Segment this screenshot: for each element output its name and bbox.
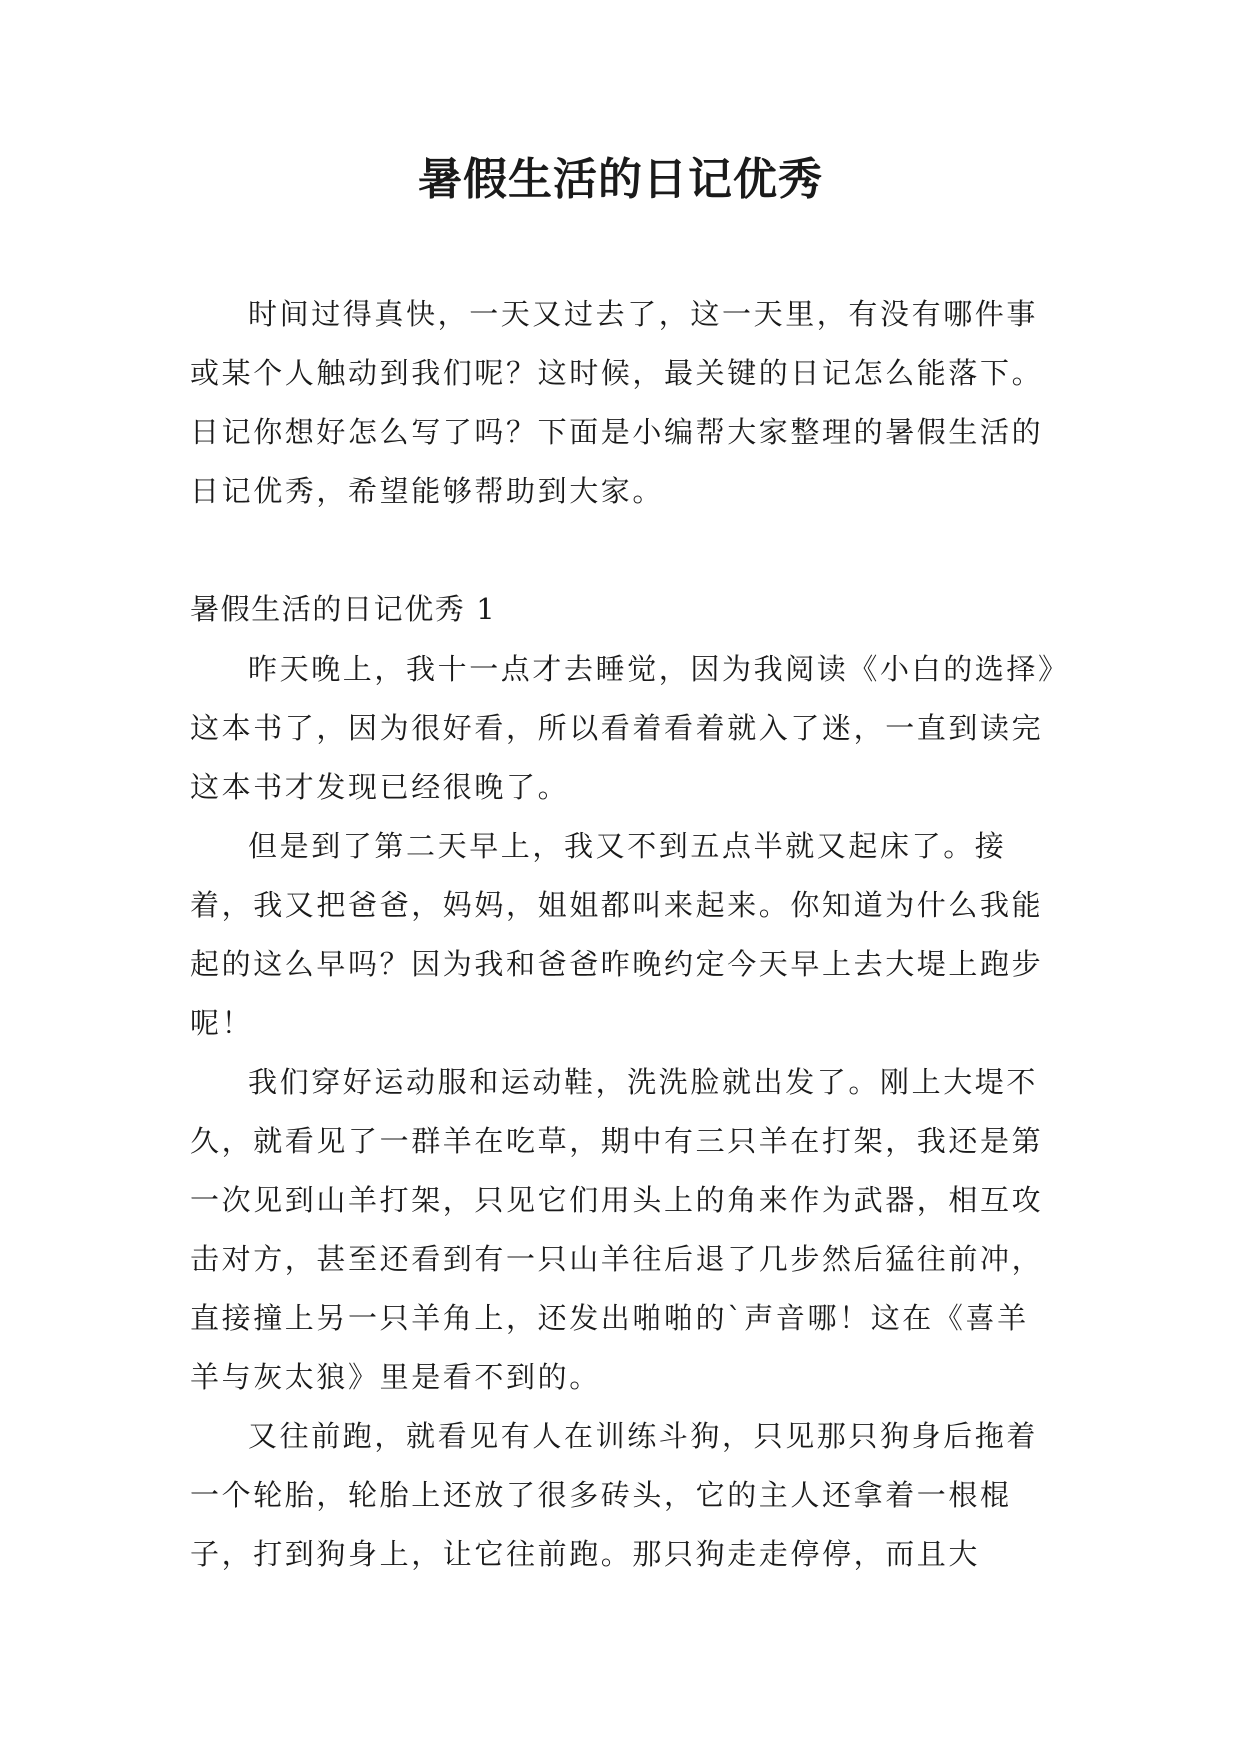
diary-paragraph: 昨天晚上，我十一点才去睡觉，因为我阅读《小白的选择》这本书了，因为很好看，所以看着看着就入了迷，一直到读完这本书才发现已经很晚了。 [190,652,1056,804]
diary-body [190,640,1060,1584]
document-title: 暑假生活的日记优秀 [418,154,823,205]
diary-paragraph: 又往前跑，就看见有人在训练斗狗，只见那只狗身后拖着一个轮胎，轮胎上还放了很多砖头，它的主人还拿着一根棍子，打到狗身上，让它往前跑。那只狗走走停停，而且大 [190,1419,1039,1571]
diary-paragraph: 我们穿好运动服和运动鞋，洗洗脸就出发了。刚上大堤不久，就看见了一群羊在吃草，期中有三只羊在打架，我还是第一次见到山羊打架，只见它们用头上的角来作为武器，相互攻击对方，甚至还看到有一只山羊往后退了几步然后猛往前冲，直接撞上另一只羊角上，还发出啪啪的`声音哪！这在《喜羊羊与灰太狼》里是看不到的。 [190,1065,1044,1394]
diary-paragraph: 但是到了第二天早上，我又不到五点半就又起床了。接着，我又把爸爸，妈妈，姐姐都叫来起来。你知道为什么我能起的这么早吗？因为我和爸爸昨晚约定今天早上去大堤上跑步呢！ [190,829,1044,1040]
intro-paragraph: 时间过得真快，一天又过去了，这一天里，有没有哪件事或某个人触动到我们呢？这时候，最关键的日记怎么能落下。日记你想好怎么写了吗？下面是小编帮大家整理的暑假生活的日记优秀，希望能够帮助到大家。 [190,297,1044,508]
section-heading: 暑假生活的日记优秀 1 [190,592,497,626]
